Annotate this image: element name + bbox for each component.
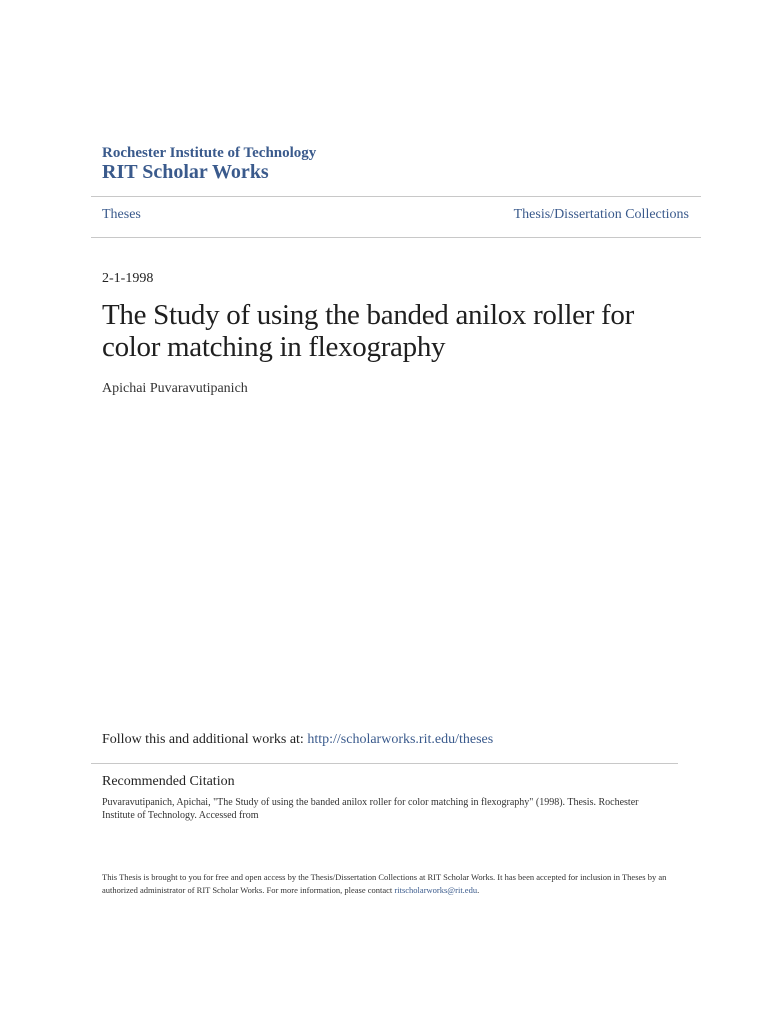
citation-text: Puvaravutipanich, Apichai, "The Study of using the banded anilox roller for color matching in flexography" (1998). Thesis. Rochester Institute of Technology. Accessed from (102, 797, 639, 821)
follow-line (102, 732, 493, 748)
institution-name: Rochester Institute of Technology (102, 145, 317, 161)
nav-divider (91, 237, 701, 238)
access-notice (102, 871, 672, 897)
collections-link[interactable]: Thesis/Dissertation Collections (513, 207, 689, 222)
document-title: The Study of using the banded anilox roller for color matching in flexography (102, 299, 634, 363)
header-divider (91, 196, 701, 197)
publication-date: 2-1-1998 (102, 271, 154, 286)
follow-text: Follow this and additional works at: (102, 732, 308, 747)
theses-link[interactable]: Theses (102, 207, 141, 222)
author-name: Apichai Puvaravutipanich (102, 381, 248, 396)
citation-divider (91, 763, 678, 764)
notice-text: This Thesis is brought to you for free and open access by the Thesis/Dissertation Collections at RIT Scholar Works. It has been accepted for inclusion in Theses by an authorized administrator of RIT Scholar Works. For more information, please contact (102, 872, 667, 895)
repository-link[interactable]: RIT Scholar Works (102, 161, 269, 183)
theses-url-link[interactable]: http://scholarworks.rit.edu/theses (307, 732, 494, 747)
citation-heading: Recommended Citation (102, 774, 235, 789)
contact-email-link[interactable]: ritscholarworks@rit.edu (394, 885, 478, 895)
notice-end: . (477, 885, 480, 895)
